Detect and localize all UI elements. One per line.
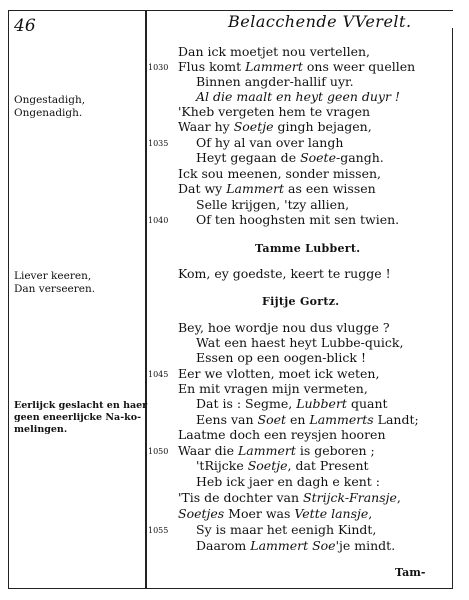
verse-italic-span: Strijck-Fransje (303, 490, 397, 505)
verse-line (196, 335, 403, 350)
verse-span: Binnen angder-hallif uyr. (196, 74, 354, 89)
verse-span: Moer was (224, 506, 295, 521)
verse-line (178, 427, 386, 442)
verse-line (196, 396, 388, 411)
verse-line (178, 443, 375, 458)
verse-span: Laatme doch een reysjen hooren (178, 427, 386, 442)
verse-line (196, 538, 395, 553)
frame-top-rule (8, 10, 453, 11)
verse-line (196, 212, 399, 227)
frame-bottom-rule (8, 588, 453, 589)
verse-italic-span: Soetjes (178, 506, 225, 521)
verse-span: quant (346, 396, 388, 411)
verse-span: Waar hy (178, 119, 234, 134)
verse-span: 'Tis de dochter van (178, 490, 304, 505)
verse-span: , (396, 490, 401, 505)
verse-span: 'tRijcke (196, 458, 248, 473)
verse-line (178, 320, 390, 335)
verse-line (178, 166, 381, 181)
verse-italic-span: Lubbert (296, 396, 347, 411)
line-number: 1030 (148, 63, 169, 72)
running-head: Belacchende VVerelt. (228, 12, 412, 31)
line-number: 1040 (148, 216, 169, 225)
verse-italic-span: Soet (257, 412, 287, 427)
margin-note: Eerlijck geslacht en haer geen eneerlijcke Na-ko- melingen. (14, 400, 148, 435)
verse-italic-span: Lammert (238, 443, 296, 458)
verse-span: 'Kheb vergeten hem te vragen (178, 104, 371, 119)
speaker-heading: Fijtje Gortz. (262, 295, 340, 308)
verse-line (196, 89, 400, 104)
line-number: 1055 (148, 526, 169, 535)
verse-span: Eer we vlotten, moet ick weten, (178, 366, 380, 381)
line-number: 1050 (148, 447, 169, 456)
verse-span: , dat Present (287, 458, 369, 473)
verse-span: Dat is : Segme, (196, 396, 297, 411)
verse-span: as een wissen (284, 181, 376, 196)
verse-line (196, 350, 366, 365)
verse-line (196, 135, 343, 150)
verse-italic-span: Lammerts (309, 412, 374, 427)
verse-span: Eens van (196, 412, 258, 427)
verse-span: Wat een haest heyt Lubbe-quick, (196, 335, 404, 350)
verse-span: Kom, ey goedste, keert te rugge ! (178, 266, 391, 281)
verse-line (178, 381, 368, 396)
verse-span: Ick sou meenen, sonder missen, (178, 166, 381, 181)
frame-left-rule (8, 10, 9, 588)
margin-column-rule (145, 10, 147, 588)
verse-line (178, 181, 376, 196)
verse-line (196, 474, 380, 489)
margin-note: Liever keeren, Dan verseeren. (14, 270, 96, 295)
verse-span: Flus komt (178, 59, 246, 74)
verse-span: Dat wy (178, 181, 227, 196)
verse-italic-span: Soete (300, 150, 336, 165)
verse-span: En mit vragen mijn vermeten, (178, 381, 368, 396)
verse-span: Daarom (196, 538, 251, 553)
verse-span: Landt; (373, 412, 419, 427)
verse-span: , (368, 506, 373, 521)
verse-span: Essen op een oogen-blick ! (196, 350, 366, 365)
verse-span: -gangh. (335, 150, 384, 165)
verse-italic-span: Al die maalt en heyt geen duyr ! (196, 89, 400, 104)
verse-line (196, 150, 384, 165)
verse-line (196, 458, 369, 473)
verse-italic-span: Lammert (245, 59, 303, 74)
verse-italic-span: Lammert (226, 181, 285, 196)
verse-span: Heyt gegaan de (196, 150, 301, 165)
verse-line (178, 44, 370, 59)
catchword: Tam- (395, 566, 426, 579)
verse-span: Bey, hoe wordje nou dus vlugge ? (178, 320, 390, 335)
verse-span: Of hy al van over langh (196, 135, 344, 150)
verse-span: Heb ick jaer en dagh e kent : (196, 474, 380, 489)
verse-span: en (286, 412, 310, 427)
verse-line (178, 119, 372, 134)
frame-right-rule (452, 28, 453, 588)
verse-line (178, 59, 415, 74)
verse-line (196, 74, 354, 89)
line-number: 1035 (148, 139, 169, 148)
verse-span: Dan ick moetjet nou vertellen, (178, 44, 370, 59)
verse-line (196, 197, 349, 212)
verse-line (178, 506, 372, 521)
verse-line (178, 366, 379, 381)
verse-italic-span: Soetje (247, 458, 288, 473)
page-number: 46 (14, 16, 36, 36)
verse-line (178, 490, 401, 505)
verse-italic-span: Soetje (233, 119, 274, 134)
verse-span: is geboren ; (295, 443, 375, 458)
verse-line (178, 266, 391, 281)
verse-span: 'je mindt. (335, 538, 396, 553)
verse-line (196, 412, 419, 427)
verse-line (196, 522, 376, 537)
margin-note: Ongestadigh, Ongenadigh. (14, 94, 86, 119)
verse-italic-span: Vette lansje (294, 506, 369, 521)
verse-span: Waar die (178, 443, 238, 458)
verse-span: Of ten hooghsten mit sen twien. (196, 212, 400, 227)
verse-span: Sy is maar het eenigh Kindt, (196, 522, 377, 537)
speaker-heading: Tamme Lubbert. (255, 242, 361, 255)
verse-span: Selle krijgen, 'tzy allien, (196, 197, 350, 212)
verse-line (178, 104, 370, 119)
verse-span: ons weer quellen (302, 59, 416, 74)
verse-italic-span: Lammert Soe (250, 538, 336, 553)
line-number: 1045 (148, 370, 169, 379)
verse-span: gingh bejagen, (273, 119, 372, 134)
